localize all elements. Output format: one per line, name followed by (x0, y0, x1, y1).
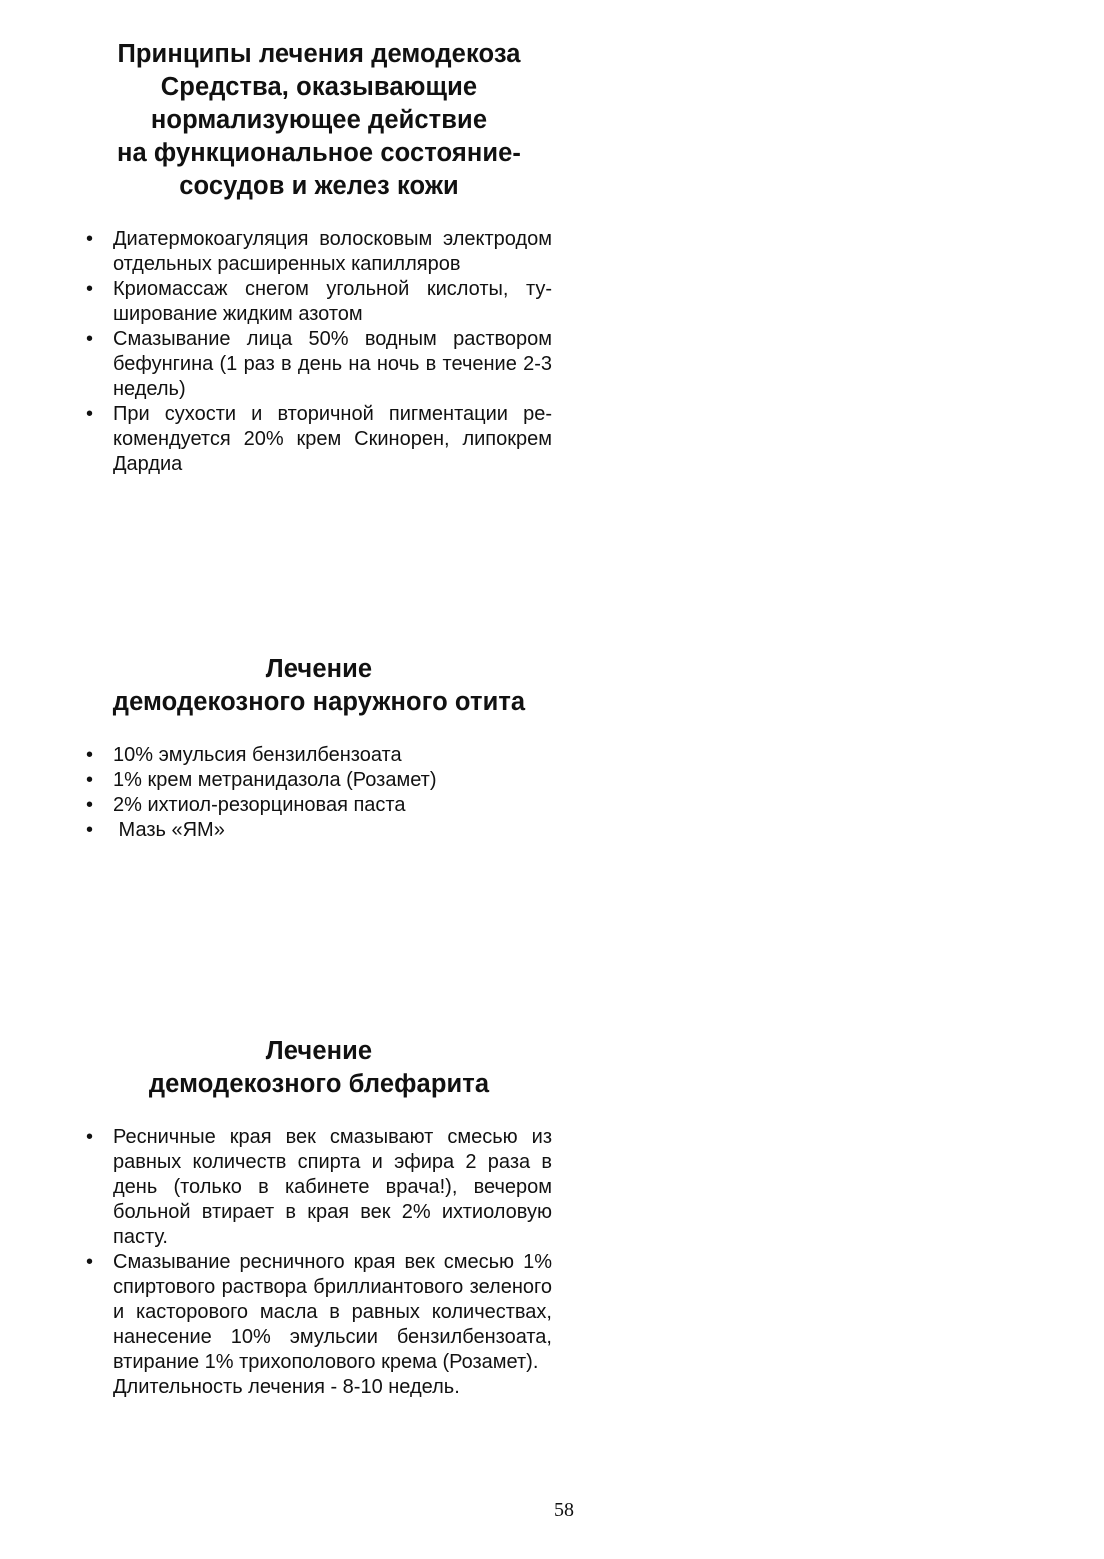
list-item: • Смазывание лица 50% водным раствором бефунгина (1 раз в день на ночь в течение 2-3 недель) (86, 327, 552, 402)
section-otitis-treatment (86, 653, 552, 843)
heading-line: сосудов и желез кожи (179, 172, 459, 200)
list-item: • Ресничные края век смазывают смесью из равных количеств спирта и эфира 2 раза в день (только в кабинете врача!), вечером больной втирает в края век 2% ихтиоловую пасту. (86, 1125, 552, 1250)
heading-line: Лечение (265, 655, 373, 683)
heading-line: демодекозного наружного отита (112, 688, 526, 716)
bullet-list (86, 743, 552, 843)
heading-line: Принципы лечения демодекоза (117, 40, 521, 68)
section-heading (86, 1035, 552, 1101)
list-item: • 10% эмульсия бензилбензоата (86, 743, 552, 768)
list-item: • Диатермокоагуляция волосковым электродом отдельных расширенных капилляров (86, 227, 552, 277)
section-heading (86, 38, 552, 203)
heading-line: демодекозного блефарита (148, 1070, 490, 1098)
list-item: • Смазывание ресничного края век смесью 1% спиртового раствора бриллиантового зеленого и касторового масла в равных количествах, нанесение 10% эмульсии бензилбензоата, втирание 1% трихополового крема (Розамет). (86, 1250, 552, 1375)
section-heading (86, 653, 552, 719)
section-blepharitis-treatment (86, 1035, 552, 1400)
heading-line: на функциональное состояние- (116, 139, 522, 167)
section-demodicosis-principles (86, 38, 552, 477)
heading-line: Лечение (265, 1037, 373, 1065)
heading-line: Средства, оказывающие (160, 73, 478, 101)
list-item: • 2% ихтиол-резорциновая паста (86, 793, 552, 818)
list-item: • Криомассаж снегом угольной кислоты, туширование жидким азотом (86, 277, 552, 327)
list-item: • При сухости и вторичной пигментации рекомендуется 20% крем Скинорен, липокрем Дардиа (86, 402, 552, 477)
bullet-list (86, 227, 552, 477)
list-item: • Мазь «ЯМ» (86, 818, 552, 843)
treatment-duration-note: Длительность лечения - 8-10 недель. (113, 1376, 460, 1398)
heading-line: нормализующее действие (150, 106, 488, 134)
page-number: 58 (554, 1499, 574, 1521)
bullet-list (86, 1125, 552, 1375)
list-item: • 1% крем метранидазола (Розамет) (86, 768, 552, 793)
